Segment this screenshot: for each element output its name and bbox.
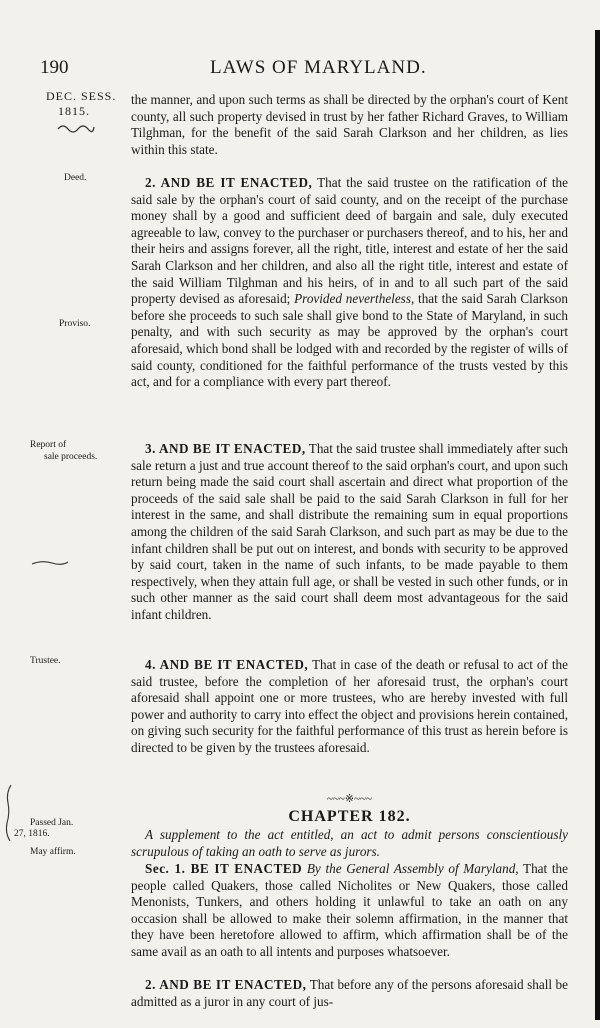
chapter-section-2-heading: 2. AND BE IT ENACTED, xyxy=(145,977,307,992)
margin-note-year: 1815. xyxy=(58,104,90,118)
chapter-section-1-heading: Sec. 1. BE IT ENACTED xyxy=(145,861,303,876)
section-ornament: ~~~※~~~ xyxy=(327,793,372,805)
section-3-report xyxy=(131,441,568,657)
chapter-summary: A supplement to the act entitled, an act to admit persons conscientiously scrupulous of taking an oath to serve as jurors. xyxy=(131,827,568,859)
margin-note-deed: Deed. xyxy=(64,173,87,183)
section-4-trustee xyxy=(131,657,568,790)
margin-dash-mark xyxy=(30,558,70,568)
section-4-text: That in case of the death or refusal to act of the said trustee, before the completion of her aforesaid trust, the orphan's court aforesaid shall appoint one or more trustees, who are hereby invested with full power and authority to carry into effect the object and provisions herein contained, on giving such security for the faithful performance of this trust as herein before is directed to be given by the trustees aforesaid. xyxy=(131,657,569,755)
section-4-heading: 4. AND BE IT ENACTED, xyxy=(145,657,309,672)
section-3-heading: 3. AND BE IT ENACTED, xyxy=(145,441,306,456)
margin-squiggle-mark xyxy=(56,123,96,133)
margin-note-sale-proceeds: sale proceeds. xyxy=(44,452,98,462)
page-number: 190 xyxy=(40,57,69,78)
margin-note-proviso: Proviso. xyxy=(59,319,91,329)
chapter-heading: CHAPTER 182. xyxy=(288,808,411,825)
section-2-deed xyxy=(131,175,568,441)
margin-notes xyxy=(14,88,124,1028)
section-3-text: That the said trustee shall immediately after such sale return a just and true account thereof to the said orphan's court, and upon such return being made the said court shall ascertain and direct what proportion of the proceeds of the said sale shall be paid to the said Sarah Clarkson in full for her interest in the same, and shall distribute the remaining sum in equal proportions among the children of the said Sarah Clarkson, and such part as may be due to the infant children shall be put out on interest, and bonds with security to be approved by said court, taken in the name of such infants, to be made payable to them respectively, when they attain full age, or shall be vested in such other funds, or in such other manner as the said court shall deem most advantageous for the said infant children. xyxy=(131,441,568,622)
paragraph-trust-property: the manner, and upon such terms as shall be directed by the orphan's court of Kent county, all such property devised in trust by her father Richard Graves, to William Tilghman, for the benefit of the said Sarah Clarkson and her children, as lies within this state. xyxy=(131,92,568,157)
section-2-heading: 2. AND BE IT ENACTED, xyxy=(145,175,313,190)
body-text xyxy=(131,92,568,1010)
margin-note-report: Report of xyxy=(30,440,67,450)
chapter-section-1-text: That the people called Quakers, those called Nicholites or New Quakers, those called Menonists, Tunkers, and others holding it unlawful to take an oath on any occasion shall be allowed to make their solemn affirmation, in the manner that they have been heretofore allowed to affirm, which affirmation shall be of the same avail as an oath to all intents and purposes whatsoever. xyxy=(131,861,568,959)
margin-bracket-mark xyxy=(4,783,14,843)
chapter-section-1-enacting-clause: By the General Assembly of Maryland, xyxy=(302,861,519,876)
running-title: LAWS OF MARYLAND. xyxy=(210,57,427,78)
binding-shadow xyxy=(595,30,600,1020)
chapter-section-2-text: That before any of the persons aforesaid shall be admitted as a juror in any court of jus- xyxy=(131,977,569,1009)
margin-note-session: DEC. SESS. xyxy=(46,89,117,103)
proviso-phrase: Provided nevertheless, xyxy=(294,291,415,307)
margin-note-may-affirm: May affirm. xyxy=(30,847,76,857)
page-header xyxy=(0,57,600,83)
margin-note-passed-date: 27, 1816. xyxy=(14,829,50,839)
margin-note-passed: Passed Jan. xyxy=(30,818,74,828)
margin-note-trustee: Trustee. xyxy=(30,656,61,666)
chapter-section-2 xyxy=(131,977,568,1010)
section-2-text: That the said trustee on the ratification of the said sale by the orphan's court of said county, and on the receipt of the purchase money shall by a good and sufficient deed of bargain and sale, duly executed agreeable to law, convey to the purchaser or purchasers thereof, and to his, her and their heirs and assigns forever, all the right, title, interest and estate of her the said Sarah Clarkson and her children, and also all the right title, interest and estate of the said William Tilghman and his heirs, of in and to all such part of the said property devised as aforesaid; xyxy=(131,175,569,307)
chapter-section-1 xyxy=(131,861,568,977)
section-2-proviso-text: that the said Sarah Clarkson before she proceeds to such sale shall give bond to the State of Maryland, in such penalty, and with such security as may be approved by the orphan's court aforesaid, which bond shall be lodged with and recorded by the register of wills of said county, conditioned for the faithful performance of the trusts vested by this act, and for a compliance with every part thereof. xyxy=(131,291,568,390)
